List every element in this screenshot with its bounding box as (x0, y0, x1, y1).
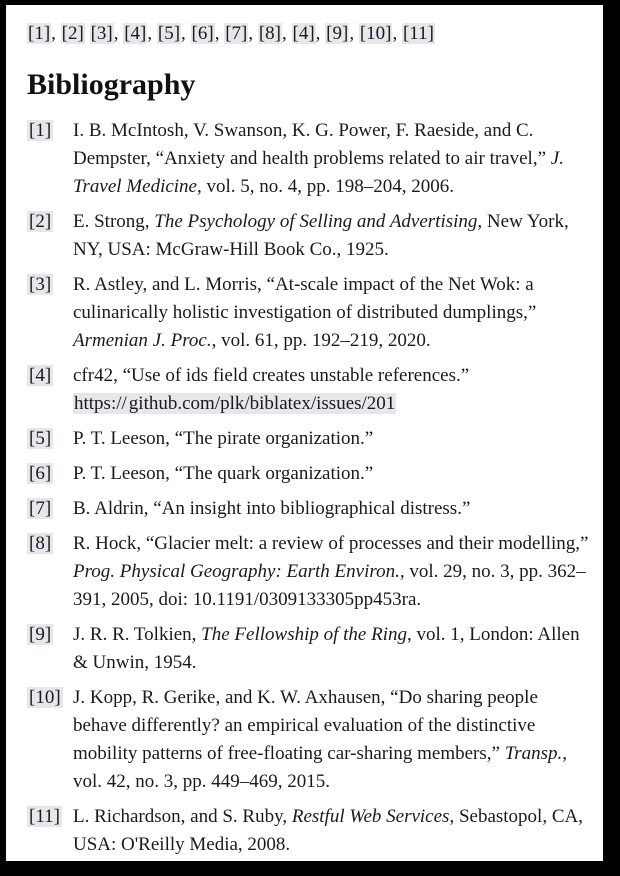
bib-entry-backref-link[interactable]: [3] (29, 274, 52, 295)
text-segment: , vol. 29, no. 3, pp. 362–391, 2005, doi: 10.1191/0309133305pp453ra. (73, 561, 586, 610)
bib-entry-text (73, 208, 590, 264)
text-segment: , (214, 23, 225, 44)
bib-entry-backref-link[interactable]: [11] (29, 806, 60, 827)
text-segment: cfr42, “Use of ids field creates unstable references.” (73, 365, 470, 386)
citation-link[interactable]: [11] (402, 23, 434, 44)
bib-entry-text (73, 621, 590, 677)
text-segment: B. Aldrin, “An insight into bibliographical distress.” (73, 498, 471, 519)
bib-entry (27, 425, 590, 453)
bib-entry (27, 460, 590, 488)
text-segment: , (113, 23, 124, 44)
bib-entry-text (73, 460, 590, 488)
bib-entry-text (73, 803, 590, 859)
bib-entry-backref-link[interactable]: [1] (29, 120, 52, 141)
document-page (6, 5, 603, 861)
text-segment: , (181, 23, 191, 44)
bib-entry-label-cell (27, 271, 73, 299)
italic-title: The Fellowship of the Ring (201, 624, 407, 645)
text-segment: E. Strong, (73, 211, 155, 232)
bib-entry (27, 271, 590, 355)
bib-entry-text (73, 271, 590, 355)
bib-entry-label-cell (27, 803, 73, 831)
italic-title: J. Travel Medicine (73, 148, 564, 197)
text-segment: , vol. 1, London: Allen & Unwin, 1954. (73, 624, 580, 673)
citation-link[interactable]: [3] (90, 23, 113, 44)
bib-entry-backref-link[interactable]: [10] (29, 687, 61, 708)
bib-entry (27, 117, 590, 201)
text-segment: L. Richardson, and S. Ruby, (73, 806, 292, 827)
text-segment: , (282, 23, 292, 44)
bib-entry-label-cell (27, 425, 73, 453)
bib-entry (27, 803, 590, 859)
text-segment: , (392, 23, 402, 44)
citation-link[interactable]: [8] (258, 23, 281, 44)
bib-entry-label-cell (27, 495, 73, 523)
citation-link[interactable]: [4] (124, 23, 147, 44)
bib-entry-label-cell (27, 362, 73, 390)
bib-entry (27, 684, 590, 796)
text-segment: , (248, 23, 258, 44)
bib-entry (27, 621, 590, 677)
italic-title: Restful Web Services (291, 806, 450, 827)
bib-entry-backref-link[interactable]: [4] (29, 365, 52, 386)
bib-entry (27, 530, 590, 614)
text-segment: P. T. Leeson, “The pirate organization.” (73, 428, 374, 449)
text-segment: , vol. 42, no. 3, pp. 449–469, 2015. (73, 743, 568, 792)
entry-url-link[interactable]: github.com/plk/biblatex/issues/201 (128, 393, 396, 414)
citation-link[interactable]: [2] (61, 23, 84, 44)
bib-entry-text (73, 362, 590, 418)
italic-title: Armenian J. Proc. (73, 330, 212, 351)
bib-entry-text (73, 530, 590, 614)
text-segment: P. T. Leeson, “The quark organization.” (73, 463, 374, 484)
text-segment: I. B. McIntosh, V. Swanson, K. G. Power, F. Raeside, and C. Dempster, “Anxiety and health problems related to air travel,” (73, 120, 551, 169)
bib-entry-text (73, 425, 590, 453)
text-segment: , New York, NY, USA: McGraw-Hill Book Co., 1925. (73, 211, 569, 260)
italic-title: Prog. Physical Geography: Earth Environ. (73, 561, 400, 582)
text-segment: , (349, 23, 359, 44)
bib-entry (27, 208, 590, 264)
text-segment: R. Hock, “Glacier melt: a review of processes and their modelling,” (73, 533, 589, 554)
bib-entry-label-cell (27, 530, 73, 558)
citation-link[interactable]: [5] (157, 23, 181, 44)
text-segment: J. Kopp, R. Gerike, and K. W. Axhausen, “Do sharing people behave differently? an empirical evaluation of the distinctive mobility patterns of free-floating car-sharing members,” (73, 687, 538, 764)
bib-entry-text (73, 684, 590, 796)
citation-link[interactable]: [9] (326, 23, 349, 44)
bib-entry-text (73, 117, 590, 201)
citation-line (27, 21, 590, 47)
text-segment: , Sebastopol, CA, USA: O'Reilly Media, 2008. (73, 806, 583, 855)
italic-title: The Psychology of Selling and Advertising (154, 211, 478, 232)
citation-link[interactable]: [10] (359, 23, 392, 44)
citation-link[interactable]: [6] (191, 23, 214, 44)
text-segment: , (147, 23, 157, 44)
bib-entry-backref-link[interactable]: [8] (29, 533, 52, 554)
bib-entry-label-cell (27, 684, 73, 712)
text-segment: , vol. 5, no. 4, pp. 198–204, 2006. (197, 176, 455, 197)
bib-entry (27, 495, 590, 523)
bib-entry-label-cell (27, 117, 73, 145)
citation-link[interactable]: [7] (225, 23, 248, 44)
bib-entry-backref-link[interactable]: [7] (29, 498, 52, 519)
bib-entry-label-cell (27, 460, 73, 488)
bib-entry-label-cell (27, 621, 73, 649)
bib-entry-text (73, 495, 590, 523)
bib-entry-backref-link[interactable]: [9] (29, 624, 52, 645)
bib-entry-backref-link[interactable]: [6] (29, 463, 52, 484)
bib-entry-backref-link[interactable]: [2] (29, 211, 52, 232)
text-segment: J. R. R. Tolkien, (73, 624, 202, 645)
bibliography-list (27, 117, 590, 859)
citation-link[interactable]: [4] (292, 23, 315, 44)
citation-link[interactable]: [1] (28, 23, 51, 44)
text-segment (85, 23, 90, 44)
entry-url-link[interactable]: https:// (74, 393, 127, 414)
bib-entry-backref-link[interactable]: [5] (29, 428, 52, 449)
italic-title: Transp. (504, 743, 563, 764)
bib-entry (27, 362, 590, 418)
text-segment: R. Astley, and L. Morris, “At-scale impact of the Net Wok: a culinarically holistic investigation of distributed dumplings,” (73, 274, 537, 323)
text-segment: , (315, 23, 326, 44)
text-segment: , (51, 23, 61, 44)
text-segment: , vol. 61, pp. 192–219, 2020. (211, 330, 431, 351)
bib-entry-label-cell (27, 208, 73, 236)
bibliography-heading: Bibliography (27, 68, 196, 101)
